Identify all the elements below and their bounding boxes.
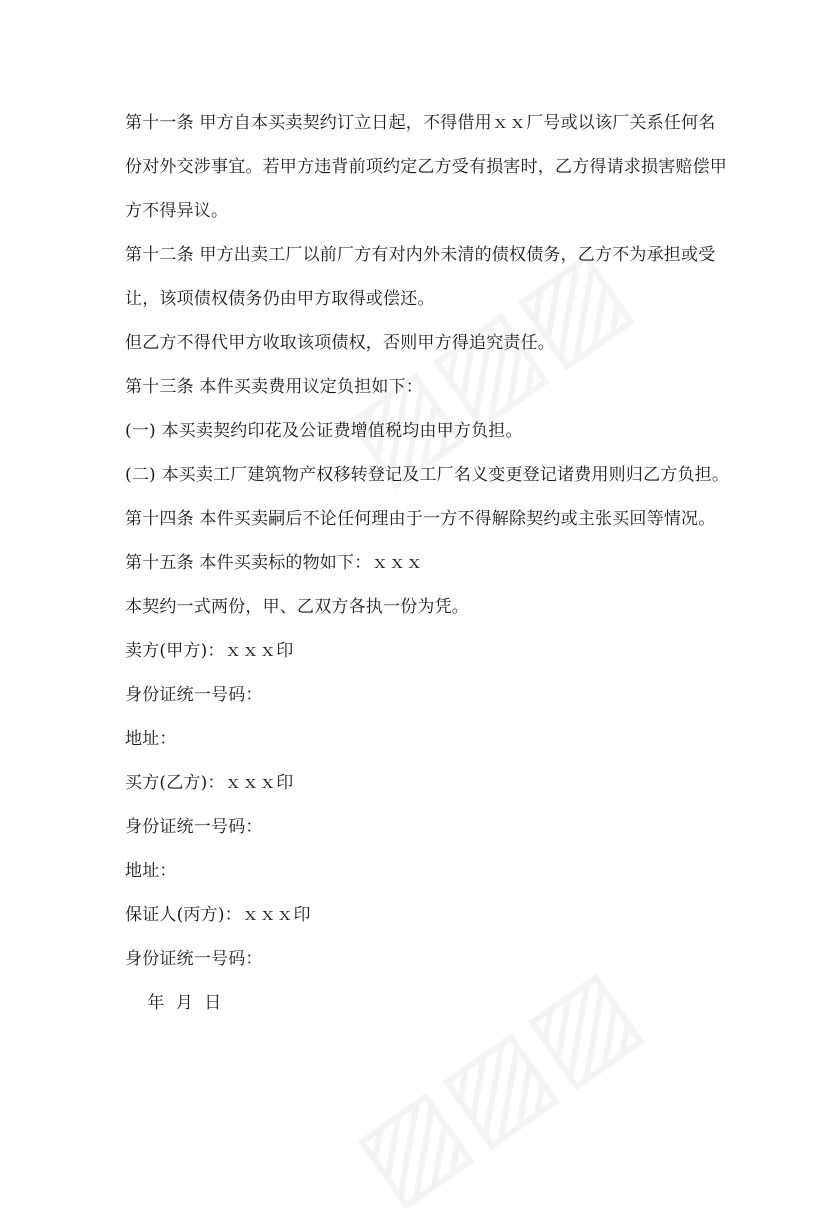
seller-address: 地址： [125,729,177,749]
clause-12-note: 但乙方不得代甲方收取该项债权，否则甲方得追究责任。 [125,333,555,353]
guarantor-signature: 保证人(丙方)：ｘｘｘ印 [125,905,311,925]
clause-13-item-2: (二) 本买卖工厂建筑物产权移转登记及工厂名义变更登记诸费用则归乙方负担。 [125,465,730,485]
copies-statement: 本契约一式两份，甲、乙双方各执一份为凭。 [125,597,469,617]
guarantor-id-number: 身份证统一号码： [125,949,263,969]
date-line: 年 月 日 [125,993,222,1013]
clause-15: 第十五条 本件买卖标的物如下：ｘｘｘ [125,553,424,573]
clause-13-item-1: (一) 本买卖契约印花及公证费增值税均由甲方负担。 [125,421,523,441]
seller-id-number: 身份证统一号码： [125,685,263,705]
clause-12-line-1: 第十二条 甲方出卖工厂以前厂方有对内外未清的债权债务，乙方不为承担或受 [125,245,716,265]
clause-14: 第十四条 本件买卖嗣后不论任何理由于一方不得解除契约或主张买回等情况。 [125,509,716,529]
clause-11-line-1: 第十一条 甲方自本买卖契约订立日起，不得借用ｘｘ厂号或以该厂关系任何名 [125,113,716,133]
clause-12-line-2: 让，该项债权债务仍由甲方取得或偿还。 [125,289,435,309]
buyer-id-number: 身份证统一号码： [125,817,263,837]
buyer-signature: 买方(乙方)：ｘｘｘ印 [125,773,294,793]
seller-signature: 卖方(甲方)：ｘｘｘ印 [125,641,294,661]
clause-13-heading: 第十三条 本件买卖费用议定负担如下： [125,377,424,397]
clause-11-line-3: 方不得异议。 [125,201,229,221]
watermark-bottom [331,942,660,1226]
clause-11-line-2: 份对外交涉事宜。若甲方违背前项约定乙方受有损害时，乙方得请求损害赔偿甲 [125,157,727,177]
buyer-address: 地址： [125,861,177,881]
